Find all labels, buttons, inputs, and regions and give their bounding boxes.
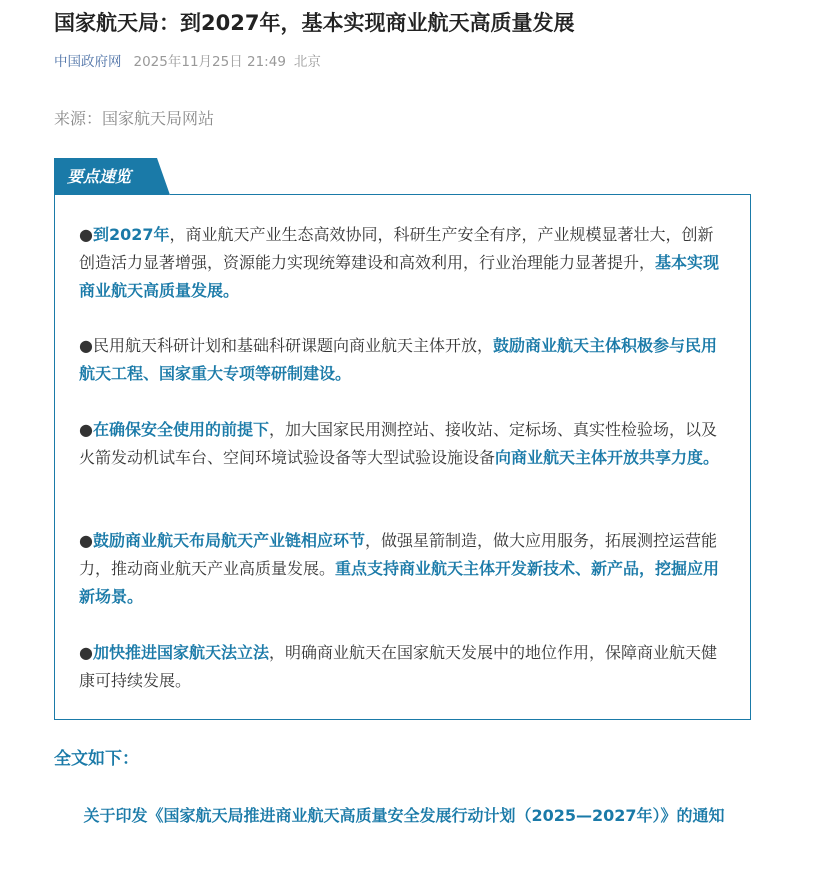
summary-point-5: [79, 639, 729, 695]
point-body: ，做强星箭制造，做大应用服务，拓展测控运营能力，推动商业航天产业高质量发展。: [79, 531, 717, 578]
summary-box: [54, 195, 751, 720]
summary-point-4: [79, 527, 729, 611]
summary-point-1: [79, 221, 729, 305]
bullet: ●: [79, 420, 93, 439]
summary-point-3: [79, 416, 729, 472]
point-body: 民用航天科研计划和基础科研课题向商业航天主体开放，: [92, 336, 493, 355]
publish-datetime: 2025年11月25日 21:49: [133, 54, 286, 70]
summary-heading-tab: [54, 158, 174, 195]
point-tail: 向商业航天主体开放共享力度。: [495, 448, 720, 467]
fulltext-label: 全文如下：: [54, 749, 139, 769]
point-lead: 加快推进国家航天法立法: [92, 643, 269, 662]
point-tail: 重点支持商业航天主体开发新技术、新产品，挖掘应用新场景。: [79, 559, 720, 606]
point-lead: 到2027年: [92, 225, 170, 244]
publisher-link[interactable]: 中国政府网: [54, 54, 122, 70]
point-body: ，加大国家民用测控站、接收站、定标场、真实性检验场，以及火箭发动机试车台、空间环境试验设备等大型试验设施设备: [79, 420, 717, 467]
notice-title: 关于印发《国家航天局推进商业航天高质量安全发展行动计划（2025—2027年）》的通知: [83, 806, 725, 825]
point-lead: 在确保安全使用的前提下: [92, 420, 269, 439]
point-tail: 基本实现商业航天高质量发展。: [79, 253, 720, 300]
bullet: ●: [79, 643, 93, 662]
bullet: ●: [79, 531, 93, 550]
article-meta: [54, 52, 321, 72]
bullet: ●: [79, 225, 93, 244]
summary-point-2: [79, 332, 729, 388]
publish-location: 北京: [293, 54, 321, 70]
summary-heading: 要点速览: [67, 167, 132, 186]
point-tail: 鼓励商业航天主体积极参与民用航天工程、国家重大专项等研制建设。: [79, 336, 717, 383]
article-origin: 来源：国家航天局网站: [54, 109, 215, 128]
article-title: 国家航天局：到2027年，基本实现商业航天高质量发展: [54, 11, 575, 35]
point-lead: 鼓励商业航天布局航天产业链相应环节: [92, 531, 365, 550]
point-body: ，商业航天产业生态高效协同，科研生产安全有序，产业规模显著壮大，创新创造活力显著增强，资源能力实现统筹建设和高效利用，行业治理能力显著提升，: [79, 225, 714, 272]
bullet: ●: [79, 336, 93, 355]
point-body: ，明确商业航天在国家航天发展中的地位作用，保障商业航天健康可持续发展。: [79, 643, 717, 690]
